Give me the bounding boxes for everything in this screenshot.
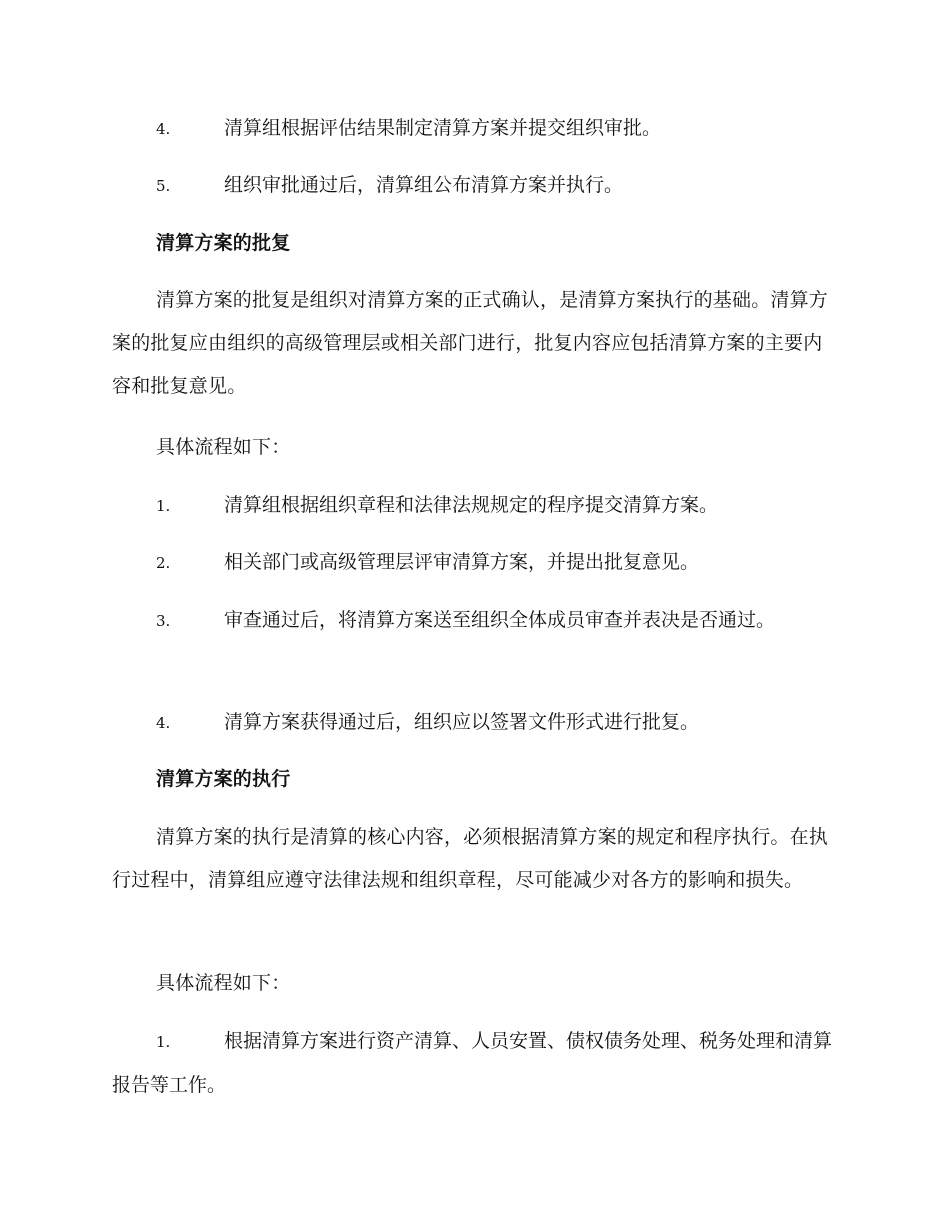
section-heading-approval: 清算方案的批复: [156, 232, 291, 254]
flow-label: 具体流程如下：: [156, 436, 291, 458]
list-number: 1.: [156, 497, 171, 515]
list-item: [112, 599, 834, 643]
list-item: [112, 484, 834, 528]
paragraph-execution: 清算方案的执行是清算的核心内容，必须根据清算方案的规定和程序执行。在执行过程中，清算组应遵守法律法规和组织章程，尽可能减少对各方的影响和损失。: [112, 826, 829, 891]
list-text: 清算组根据组织章程和法律法规规定的程序提交清算方案。: [224, 494, 719, 516]
list-item: [112, 701, 834, 745]
list-number: 5.: [156, 177, 171, 195]
list-item: [112, 164, 834, 208]
list-text: 审查通过后，将清算方案送至组织全体成员审查并表决是否通过。: [224, 609, 776, 631]
list-number: 1.: [156, 1033, 171, 1051]
paragraph-approval: 清算方案的批复是组织对清算方案的正式确认，是清算方案执行的基础。清算方案的批复应由组织的高级管理层或相关部门进行，批复内容应包括清算方案的主要内容和批复意见。: [112, 289, 829, 397]
list-number: 3.: [156, 612, 171, 630]
list-text: 相关部门或高级管理层评审清算方案，并提出批复意见。: [224, 551, 700, 573]
flow-label: 具体流程如下：: [156, 972, 291, 994]
section-heading-execution: 清算方案的执行: [156, 768, 291, 790]
list-text: 根据清算方案进行资产清算、人员安置、债权债务处理、税务处理和清算报告等工作。: [112, 1030, 833, 1096]
list-number: 4.: [156, 714, 171, 732]
list-text: 清算方案获得通过后，组织应以签署文件形式进行批复。: [224, 711, 700, 733]
list-item: [112, 107, 834, 151]
list-number: 2.: [156, 554, 171, 572]
list-item: [112, 541, 834, 585]
list-number: 4.: [156, 120, 171, 138]
list-text: 组织审批通过后，清算组公布清算方案并执行。: [224, 174, 624, 196]
list-item: [112, 1020, 834, 1107]
list-text: 清算组根据评估结果制定清算方案并提交组织审批。: [224, 117, 662, 139]
